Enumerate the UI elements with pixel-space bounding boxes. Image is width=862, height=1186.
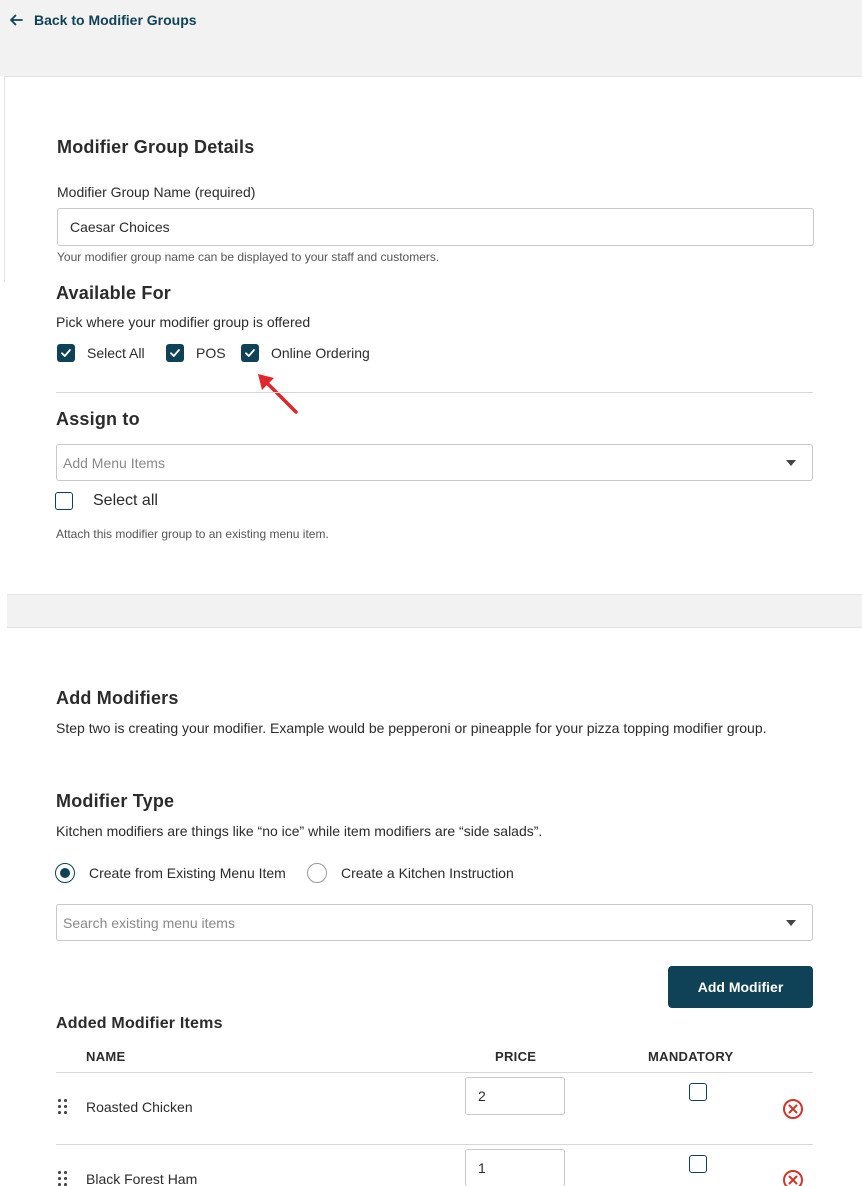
select-all-checkbox[interactable] [57, 344, 145, 362]
radio-kitchen-label: Create a Kitchen Instruction [341, 865, 514, 881]
back-to-modifier-groups-link[interactable] [8, 12, 197, 28]
add-modifiers-description: Step two is creating your modifier. Example would be pepperoni or pineapple for your pizza topping modifier group. [56, 720, 767, 736]
checkbox-checked[interactable] [166, 344, 184, 362]
arrow-left-icon [8, 12, 24, 28]
pos-checkbox[interactable] [166, 344, 226, 362]
add-menu-items-placeholder: Add Menu Items [63, 454, 165, 471]
column-header-name: NAME [86, 1049, 126, 1064]
select-all-label: Select All [87, 345, 145, 361]
assign-hint: Attach this modifier group to an existing menu item. [56, 527, 329, 541]
radio-unselected[interactable] [307, 863, 327, 883]
table-row-divider [56, 1144, 813, 1145]
add-menu-items-select[interactable] [56, 444, 813, 481]
details-title: Modifier Group Details [57, 137, 255, 157]
online-ordering-checkbox[interactable] [241, 344, 370, 362]
section-divider [56, 392, 813, 393]
available-for-title: Available For [56, 283, 171, 303]
drag-handle-icon[interactable] [58, 1099, 68, 1115]
checkmark-icon [244, 347, 256, 359]
checkmark-icon [60, 347, 72, 359]
radio-kitchen-instruction[interactable] [307, 863, 514, 883]
table-divider [56, 1072, 813, 1073]
price-input[interactable]: 1 [465, 1149, 565, 1186]
assign-select-all-label: Select all [93, 492, 158, 509]
mandatory-checkbox[interactable] [689, 1155, 707, 1173]
add-modifiers-title: Add Modifiers [56, 688, 179, 708]
back-link-label: Back to Modifier Groups [34, 12, 197, 28]
online-ordering-label: Online Ordering [271, 345, 370, 361]
checkmark-icon [169, 347, 181, 359]
chevron-down-icon [786, 460, 796, 466]
mandatory-checkbox[interactable] [689, 1083, 707, 1101]
remove-circle-x-icon[interactable] [782, 1098, 804, 1120]
section-separator [7, 594, 862, 628]
checkbox-unchecked[interactable] [55, 492, 73, 510]
modifier-type-description: Kitchen modifiers are things like “no ice” while item modifiers are “side salads”. [56, 823, 543, 839]
radio-existing-label: Create from Existing Menu Item [89, 865, 286, 881]
search-menu-items-select[interactable] [56, 904, 813, 941]
top-bar [0, 0, 862, 76]
column-header-price: PRICE [495, 1049, 537, 1064]
radio-existing-menu-item[interactable] [55, 863, 286, 883]
available-for-subtitle: Pick where your modifier group is offered [56, 314, 311, 330]
group-name-label: Modifier Group Name (required) [57, 184, 256, 200]
pos-label: POS [196, 345, 226, 361]
checkbox-checked[interactable] [241, 344, 259, 362]
added-items-title: Added Modifier Items [56, 1015, 223, 1032]
price-input[interactable]: 2 [465, 1077, 565, 1115]
search-menu-items-placeholder: Search existing menu items [63, 914, 235, 931]
modifier-item-name: Roasted Chicken [86, 1099, 193, 1115]
remove-circle-x-icon[interactable] [782, 1169, 804, 1186]
group-name-hint: Your modifier group name can be displayed to your staff and customers. [57, 250, 440, 264]
group-name-input[interactable]: Caesar Choices [57, 208, 814, 246]
drag-handle-icon[interactable] [58, 1171, 68, 1186]
assign-select-all-checkbox[interactable] [55, 492, 158, 510]
checkbox-checked[interactable] [57, 344, 75, 362]
add-modifier-button[interactable]: Add Modifier [668, 966, 813, 1008]
assign-to-title: Assign to [56, 409, 140, 429]
radio-selected[interactable] [55, 863, 75, 883]
chevron-down-icon [786, 920, 796, 926]
column-header-mandatory: MANDATORY [648, 1049, 734, 1064]
modifier-item-name: Black Forest Ham [86, 1171, 198, 1186]
modifier-type-title: Modifier Type [56, 791, 175, 811]
